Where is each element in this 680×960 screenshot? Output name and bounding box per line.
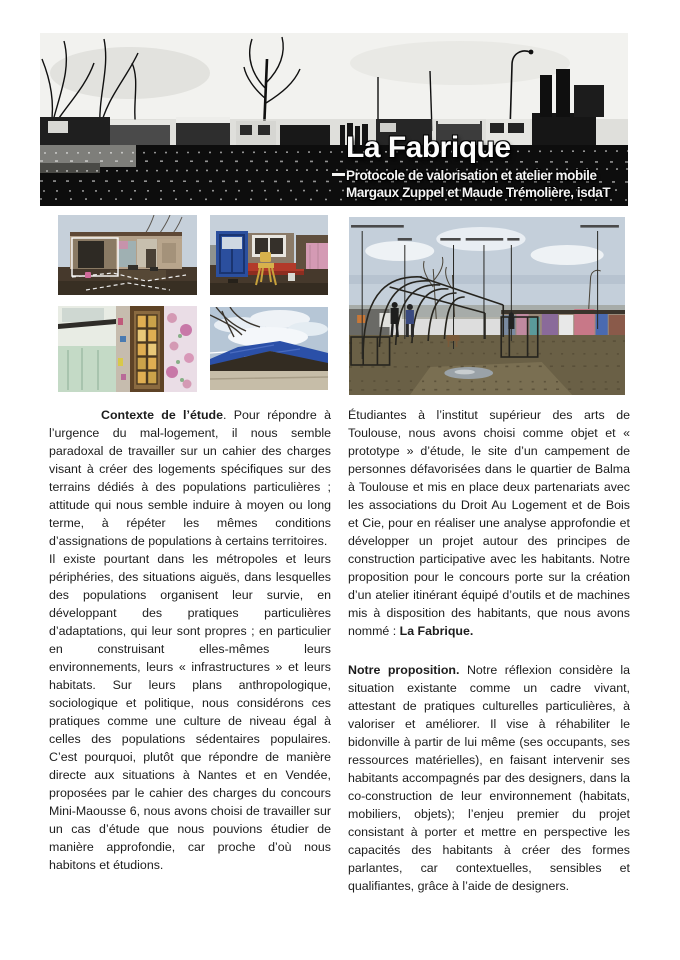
page-title: La Fabrique: [346, 131, 511, 164]
banner-photo: [40, 33, 628, 206]
la-fabrique-bold: La Fabrique.: [399, 624, 474, 638]
paragraph-il-existe: Il existe pourtant dans les métropoles et leurs périphéries, des situations aiguës, dans lesquelles des populations organisent leur survie, en développant des pratiques particulières d’adaptations, qui leur sont propres ; en particulier en construisant elles-mêmes leurs environnements, leurs « infrastructures » et leurs habitats. Sur leurs plans anthropologique, sociologique et politique, nous considérons ces pratiques comme une culture de niveau égal à celles des populations sédentaires populaires. C’est pourquoi, plutôt que répondre de manière directe aux situations à Nantes et en Vendée, proposées par le cahier des charges du concours Mini-Maousse 6, nous avons choisi de travailler sur un cas d’étude que nous pouvions étudier de manière approfondie, car proche d’où nous habitons et étudions.: [49, 552, 331, 872]
paragraph-etudiantes: [348, 406, 630, 640]
site-photo-blue-red-shack: [210, 215, 328, 295]
lead-contexte: Contexte de l’étude: [101, 408, 223, 422]
banner-authors: Margaux Zuppel et Maude Trémolière, isdaT: [346, 185, 611, 200]
paragraph-contexte-text: . Pour répondre à l’urgence du mal-logement, il nous semble paradoxal de travailler sur un cahier des charges visant à créer des logements spécifiques sur des terrains dédiés à des populations particulières ; attitude qui nous semble induire à moyen ou long terme, à répéter les mêmes conditions d’assignations de populations à certains territoires.: [49, 408, 331, 548]
banner-subtitle: Protocole de valorisation et atelier mobile: [346, 168, 597, 183]
site-photo-door-detail: [58, 306, 197, 392]
banner-text-block: [346, 132, 628, 201]
paragraph-proposition-text: Notre réflexion considère la situation existante comme un cadre vivant, attestant de pratiques culturelles particulières, à valoriser et améliorer. Il vise à réhabiliter le bidonville à partir de lui même (ses occupants, ses ressources matérielles), en faisant intervenir ses habitants accompagnés par des designers, dans la co-construction de leur environnement (habitats, mobiliers, objets); l’enjeu premier du projet consistant à porter et mettre en perspective les capacités des habitants à créer des formes parlantes, car contextuelles, sensibles et qualifiantes, grâce à l’aide de designers.: [348, 663, 630, 893]
paragraph-contexte: [49, 406, 331, 550]
left-column: [49, 406, 331, 874]
lead-proposition: Notre proposition.: [348, 663, 460, 677]
right-column: [348, 406, 630, 895]
paragraph-etudiantes-text: Étudiantes à l’institut supérieur des arts de Toulouse, nous avons choisi comme objet et « prototype » d’étude, le site d’un campement de personnes défavorisées dans le quartier de Balma à Toulouse et mis en place deux partenariats avec les associations du Droit Au Logement et de Bois et Cie, pour en réaliser une analyse approfondie et développer un projet autour des principes de construction participative avec les habitants. Notre proposition pour le concours porte sur la création d’un atelier itinérant équipé d’outils et de machines mis à disposition des habitants, que nous avons nommé :: [348, 408, 630, 638]
site-photo-shack-outline: [58, 215, 197, 295]
site-photo-structure-annotated: [349, 217, 625, 395]
paragraph-proposition: [348, 661, 630, 895]
site-photo-tarp-roof: [210, 307, 328, 390]
